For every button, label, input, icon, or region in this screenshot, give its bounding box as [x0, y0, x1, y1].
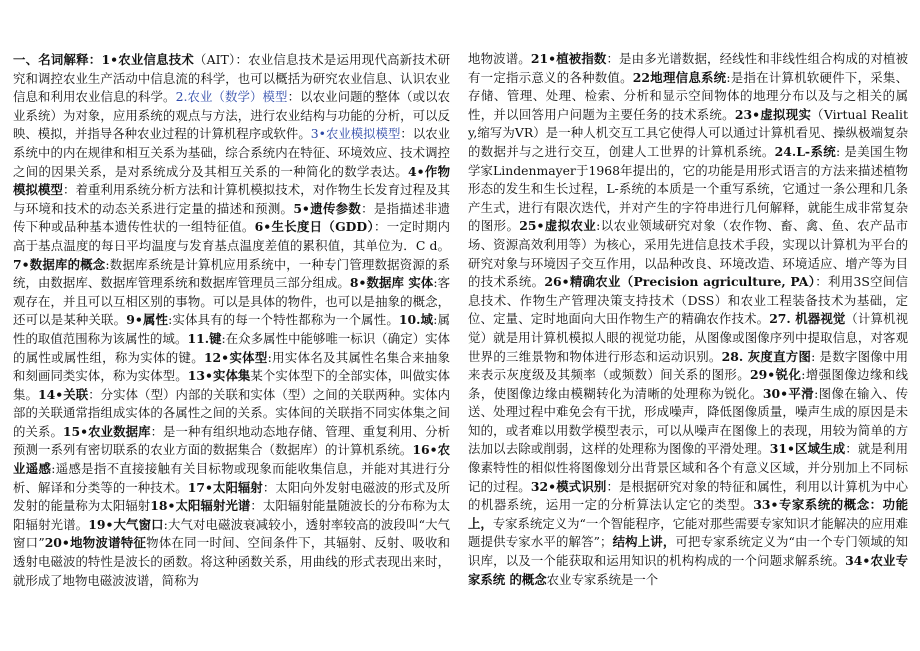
definition-text: （计算机视觉）就是用计算机模拟人眼的视觉功能，从图像或图像序列中提取信息，对客观世界的三维景物和物体进行形态和运动识别。: [468, 311, 909, 364]
term-heading: 14•关联: [37, 386, 89, 402]
definition-text: （Virtual Reality,缩写为VR）是一种人机交互工具它使得人可以通过计算机看见、操纵极端复杂的数据并与之进行交互，创建人工世界的计算机系统。: [468, 106, 908, 159]
definition-text: :遥感是指不直接接触有关目标物或现象而能收集信息，并能对其进行分析、解译和分类等的一种技术。: [13, 461, 451, 495]
definition-text: ：就是利用像素特性的相似性将图像划分出背景区域和各个有意义区域，并分别加上不同标记的过程。: [468, 441, 909, 494]
definition-text: :实体具有的每一个特性都称为一个属性。: [168, 312, 399, 328]
term-heading: 11.键: [187, 330, 222, 346]
definition-text: ：一定时期内高于基点温度的每日平均温度与发育基点温度差值的累积值，其单位为．C d。: [13, 219, 450, 253]
definition-text: ：是指描述非遗传下种或品种基本遗传性状的一组特征值。: [13, 200, 451, 235]
term-heading: 1•农业信息技术: [101, 52, 195, 67]
definition-text: :数据库系统是计算机应用系统中，一种专门管理数据资源的系统，由数据库、数据库管理系统和数据库管理员三部分组成。: [13, 256, 450, 291]
definition-text: :图像在输入、传送、处理过程中难免会有干扰，形成噪声，降低图像质量，噪声生成的原因是未知的，或者难以用数学模型表示，可以从噪声在图像上的表现，用较为简单的方法加以去除或削弱，这样的处理称为图像的平滑处理。: [468, 385, 908, 457]
term-heading-highlighted: 2.农业（数学）模型: [175, 89, 288, 105]
term-heading: 7•数据库的概念: [13, 256, 106, 272]
definition-text: ：是根据研究对象的特征和属性，利用以计算机为中心的机器系统，运用一定的分析算法认定它的类型。: [468, 478, 908, 513]
definition-text: ：分实体（型）内部的关联和实体（型）之间的关联两种。实体内部的关联通常指组成实体的各属性之间的关系。实体间的关联指不同实体集之间的关系。: [13, 386, 451, 439]
definition-text: :在众多属性中能够唯一标识（确定）实体的属性或属性组，称为实体的键。: [13, 330, 451, 365]
term-heading: 19•大气窗口: [88, 516, 164, 532]
definition-text: 专家系统定义为“一个智能程序，它能对那些需要专家知识才能解决的应用难题提供专家水平的解答”；: [468, 515, 909, 550]
term-heading: 5•遗传参数: [293, 200, 362, 216]
term-heading: 结构上讲，: [612, 534, 676, 550]
term-heading: 30•平滑: [762, 385, 815, 401]
term-heading: 21•植被指数: [530, 51, 607, 66]
section-title: 一、名词解释：: [13, 52, 102, 67]
term-heading: 20•地物波谱特征: [44, 535, 147, 551]
definition-text: ：太阳向外发射电磁波的形式及所发射的能量称为太阳辐射: [13, 479, 450, 514]
definition-text: ：着重利用系统分析方法和计算机模拟技术，对作物生长发育过程及其与环境和技术的动态关系进行定量的描述和预测。: [13, 182, 451, 216]
definition-text: ：以农业系统中的内在规律和相互关系为基础，综合系统内在特征、环境效应、技术调控之间的因果关系，是对系统成分及其相互关系的一种简化的数学表达。: [13, 126, 451, 179]
definition-text: :属性的取值范围称为该属性的域。: [13, 312, 450, 346]
term-heading: 32•模式识别: [530, 478, 607, 494]
term-heading: 4•作物模拟模型: [13, 163, 451, 198]
definition-text: :是指在计算机软硬件下，采集、存储、管理、处理、检索、分析和显示空间物体的地理分布以及与之相关的属性，并以回答用户问题为主要任务的技术系统。: [468, 69, 908, 122]
term-heading: 22地理信息系统: [632, 69, 727, 85]
definition-text: （AIT）：农业信息技术是运用现代高新技术研究和调控农业生产活动中信息流的科学，也可以概括为研究农业信息、认识农业信息和利用农业信息的科学。: [13, 52, 450, 105]
term-heading: 9•属性: [126, 312, 169, 328]
term-heading: 15•农业数据库: [62, 423, 151, 439]
definition-text: 农业专家系统是一个: [546, 571, 659, 587]
definition-text: :增强图像边缘和线条，使图像边缘由模糊转化为清晰的处理称为锐化。: [468, 367, 908, 401]
right-column-text: [468, 50, 908, 589]
term-heading: 6•生长度日（GDD）: [254, 219, 375, 235]
term-heading: 17•太阳辐射: [187, 479, 263, 495]
term-heading: 34•农业专家系统 的概念: [468, 553, 908, 587]
term-heading: 12•实体型: [203, 349, 268, 365]
definition-text: 物体在同一时间、空间条件下，其辐射、反射、吸收和透射电磁波的特性是波长的函数。将这种函数关系，用曲线的形式表现出来时，就形成了地物电磁波波谱，简称为: [13, 535, 451, 588]
term-heading: 27. 机器视觉: [769, 311, 846, 327]
term-heading: 28. 灰度直方图: [721, 348, 812, 364]
term-heading: 25•虚拟农业: [519, 218, 597, 234]
term-heading-highlighted: 3•农业模拟模型: [310, 126, 401, 142]
term-heading: 31•区域生成: [769, 441, 846, 457]
definition-text: : 是数字图像中用来表示灰度级及其频率（或频数）间关系的图形。: [468, 348, 909, 383]
definition-text: ：是由多光谱数据，经线性和非线性组合构成的对植被有一定指示意义的各种数值。: [468, 51, 908, 85]
definition-text: ：利用3S空间信息技术、作物生产管理决策支持技术（DSS）和农业工程装备技术为基础，定位、定量、定时地面向大田作物生产的精确农作技术。: [468, 274, 908, 327]
left-column: [13, 51, 450, 590]
term-heading: 18•太阳辐射光谱: [150, 498, 251, 514]
term-heading: 10.域: [398, 312, 434, 328]
term-heading: 13•实体集: [187, 368, 251, 384]
definition-text: ：是一种有组织地动态地存储、管理、重复利用、分析预测一系列有密切联系的农业方面的数据集合（数据库）的计算机系统。: [13, 423, 451, 458]
definition-text: 地物波谱。: [468, 51, 531, 66]
definition-text: :用实体名及其属性名集合来抽象和刻画同类实体，称为实体型。: [13, 349, 450, 384]
term-heading: 23•虚拟现实: [734, 106, 812, 122]
left-column-text: [13, 51, 450, 590]
definition-text: 可把专家系统定义为“由一个专门领域的知识库，以及一个能获取和运用知识的机构构成的一个问题求解系统。: [468, 534, 908, 569]
term-heading: 26•精确农业（Precision agriculture, PA）: [544, 274, 816, 290]
definition-text: 某个实体型下的全部实体，叫做实体集。: [13, 368, 451, 402]
definition-text: :客观存在，并且可以互相区别的事物。可以是具体的物件，也可以是抽象的概念，还可以是某种关联。: [13, 275, 450, 328]
term-heading: 33•专家系统的概念：功能上，: [468, 497, 908, 531]
definition-text: ：以农业问题的整体（或以农业系统）为对象，应用系统的观点与方法，进行农业结构与功能的分析，可以反映、模拟，并指导各种农业过程的计算机程序或软件。: [13, 89, 451, 142]
term-heading: 16•农业遥感: [13, 442, 451, 477]
term-heading: 24.L-系统: [774, 143, 836, 159]
definition-text: ：太阳辐射能量随波长的分布称为太阳辐射光谱。: [13, 498, 451, 532]
term-heading: 29•锐化: [750, 367, 802, 383]
definition-text: :大气对电磁波衰减较小，透射率较高的波段叫“大气窗口”: [13, 516, 450, 551]
right-column: [468, 50, 908, 589]
definition-text: : 是美国生物学家Lindenmayer于1968年提出的，它的功能是用形式语言的方法来描述植物形态的发生和生长过程，L-系统的本质是一个重写系统，它通过一条公理和几条产生式，进行有限次迭代，并对产生的字符串进行几何解释，就能生成非常复杂的图形。: [468, 143, 908, 234]
definition-text: :以农业领域研究对象（农作物、畜、禽、鱼、农产品市场、资源高效利用等）为核心，采用先进信息技术手段，实现以计算机为平台的研究对象与环境因子交互作用，以品种改良、环境改造、环境适应、增产等为目的技术系统。: [468, 218, 908, 290]
term-heading: 8•数据库 实体: [349, 275, 434, 291]
